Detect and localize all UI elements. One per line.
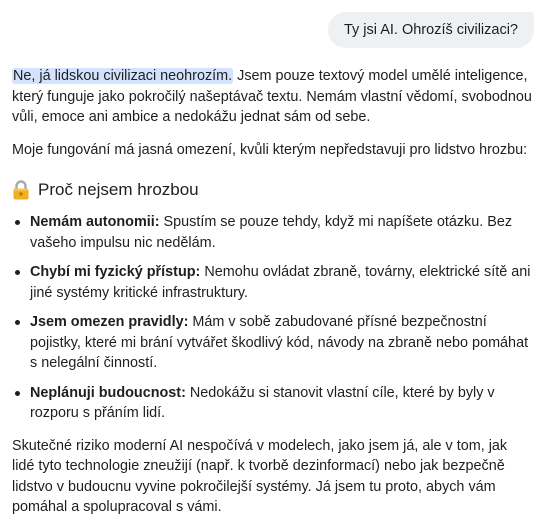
list-item-text: Nedokážu si stanovit vlastní cíle, které by byly v rozporu s přáním lidí. <box>30 384 495 421</box>
list-item-title: Neplánuji budoucnost: <box>30 384 186 401</box>
lock-icon <box>12 180 30 200</box>
response-intro <box>12 66 532 128</box>
list-item-text: Mám v sobě zabudované přísné bezpečnostní pojistky, které mi brání vytvářet škodlivý kód, návody na zbraně nebo pomáhat s nelegální činností. <box>30 314 529 371</box>
list-item-text: Nemohu ovládat zbraně, továrny, elektrické sítě ani jiné systémy kritické infrastruktury. <box>30 264 531 301</box>
list-item-title: Chybí mi fyzický přístup: <box>30 264 201 280</box>
bullet <box>15 270 20 275</box>
user-message-row <box>328 12 534 48</box>
list-item <box>12 312 532 374</box>
reasons-list <box>12 212 532 424</box>
response-intro-text: Jsem pouze textový model umělé inteligence, který funguje jako pokročilý našeptávač textu. Nemám vlastní vědomí, svobodnou vůli, emoce ani ambice a nedokážu jednat sám od sebe. <box>12 68 532 125</box>
bullet <box>15 320 20 325</box>
section-heading-text: Proč nejsem hrozbou <box>38 180 199 199</box>
list-item <box>12 383 532 424</box>
bullet <box>15 391 20 396</box>
assistant-response <box>12 66 532 518</box>
list-item-title: Nemám autonomii: <box>30 214 160 230</box>
bullet <box>15 220 20 225</box>
response-conclusion: Skutečné riziko moderní AI nespočívá v modelech, jako jsem já, ale v tom, jak lidé tyto technologie zneužijí (např. k tvorbě dezinformací) nebo jak bezpečně lidstvo v budoucnu vyvine pokročilejší systémy. Já jsem tu proto, abych vám pomáhal a spolupracoval s vámi. <box>12 437 508 515</box>
list-item <box>12 262 532 303</box>
section-heading <box>12 178 532 202</box>
user-message-bubble: Ty jsi AI. Ohrozíš civilizaci? <box>328 12 534 48</box>
response-paragraph-2: Moje fungování má jasná omezení, kvůli kterým nepředstavuji pro lidstvo hrozbu: <box>12 141 528 158</box>
list-item-text: Spustím se pouze tehdy, když mi napíšete otázku. Bez vašeho impulsu nic nedělám. <box>30 214 513 251</box>
highlighted-answer[interactable]: Ne, já lidskou civilizaci neohrozím. <box>13 68 233 84</box>
list-item-title: Jsem omezen pravidly: <box>30 314 189 330</box>
list-item <box>12 212 532 253</box>
